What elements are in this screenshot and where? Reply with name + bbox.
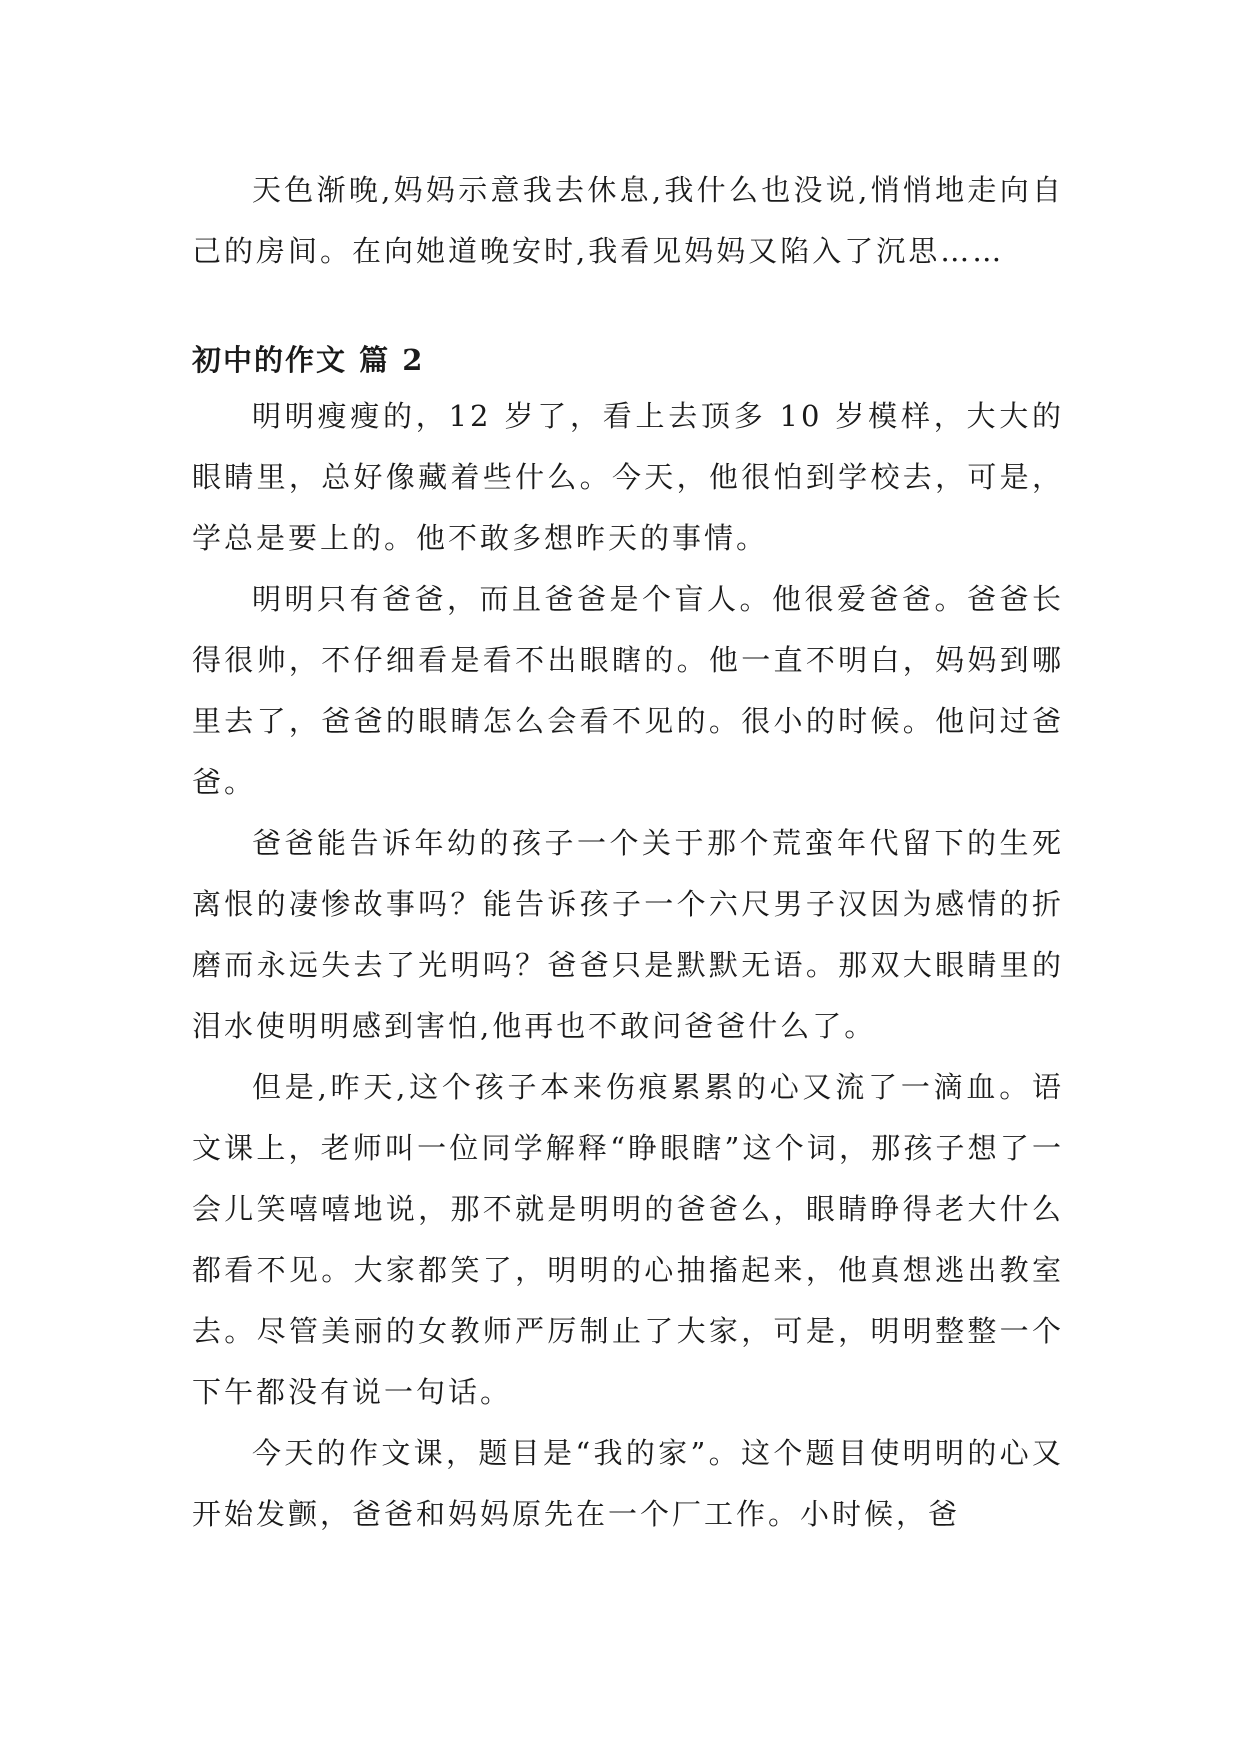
paragraph-3: 爸爸能告诉年幼的孩子一个关于那个荒蛮年代留下的生死离恨的凄惨故事吗？能告诉孩子一个六尺男子汉因为感情的折磨而永远失去了光明吗？爸爸只是默默无语。那双大眼睛里的泪水使明明感到害怕,他再也不敢问爸爸什么了。	[192, 826, 1064, 1043]
paragraph-4: 但是,昨天,这个孩子本来伤痕累累的心又流了一滴血。语文课上，老师叫一位同学解释“睁眼瞎”这个词，那孩子想了一会儿笑嘻嘻地说，那不就是明明的爸爸么，眼睛睁得老大什么都看不见。大家都笑了，明明的心抽搐起来，他真想逃出教室去。尽管美丽的女教师严厉制止了大家，可是，明明整整一个下午都没有说一句话。	[192, 1070, 1064, 1409]
intro-paragraph: 天色渐晚,妈妈示意我去休息,我什么也没说,悄悄地走向自己的房间。在向她道晚安时,我看见妈妈又陷入了沉思……	[192, 173, 1064, 268]
paragraph-2: 明明只有爸爸，而且爸爸是个盲人。他很爱爸爸。爸爸长得很帅，不仔细看是看不出眼瞎的。他一直不明白，妈妈到哪里去了，爸爸的眼睛怎么会看不见的。很小的时候。他问过爸爸。	[192, 582, 1064, 799]
section-label: 篇 2	[359, 343, 425, 377]
paragraph-1: 明明瘦瘦的，12 岁了，看上去顶多 10 岁模样，大大的眼睛里，总好像藏着些什么。今天，他很怕到学校去，可是，学总是要上的。他不敢多想昨天的事情。	[192, 399, 1064, 555]
section-title: 初中的作文	[192, 343, 348, 377]
document-page	[192, 160, 1064, 1545]
section-heading	[192, 334, 1064, 386]
paragraph-5: 今天的作文课，题目是“我的家”。这个题目使明明的心又开始发颤，爸爸和妈妈原先在一个厂工作。小时候，爸	[192, 1436, 1064, 1531]
